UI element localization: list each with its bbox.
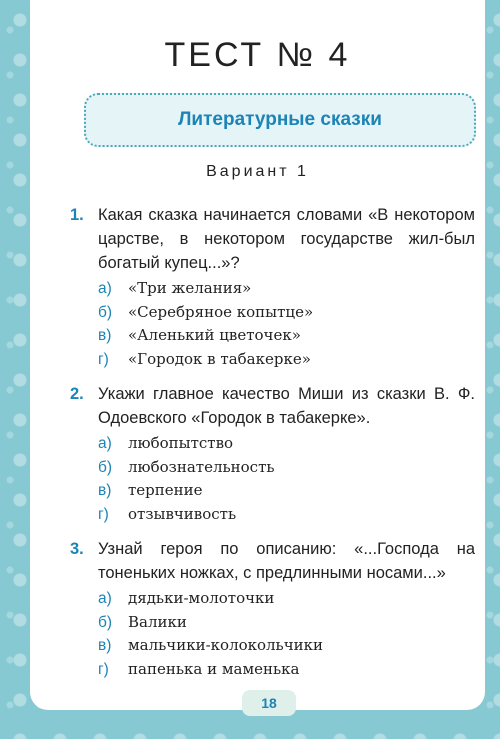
question-3 [70, 537, 475, 681]
option-letter: а) [98, 435, 112, 452]
option-text: «Аленький цветочек» [128, 326, 301, 344]
option-letter: г) [98, 660, 109, 678]
answer-option[interactable] [98, 324, 475, 348]
option-letter: г) [98, 505, 109, 523]
option-text: отзывчивость [128, 504, 237, 523]
topic-title: Литературные сказки [178, 109, 382, 130]
option-letter: в) [98, 327, 112, 344]
option-text: Валики [128, 612, 187, 631]
answer-options [98, 432, 475, 526]
page-number: 18 [242, 690, 296, 716]
question-text: Узнай героя по описанию: «...Господа на тоненьких ножках, с предлинными носами...» [98, 540, 475, 582]
answer-option[interactable] [98, 587, 475, 611]
page-title: ТЕСТ № 4 [164, 36, 351, 74]
answer-options [98, 587, 475, 681]
answer-option[interactable] [98, 658, 475, 682]
option-text: любопытство [128, 434, 234, 452]
option-letter: а) [98, 280, 112, 297]
option-letter: в) [98, 482, 112, 499]
answer-option[interactable] [98, 634, 475, 658]
question-2 [70, 382, 475, 526]
answer-options [98, 277, 475, 371]
question-number: 3. [70, 540, 84, 558]
question-text: Укажи главное качество Миши из сказки В. Ф. Одоевского «Городок в табакерке». [98, 385, 475, 427]
question-number: 1. [70, 206, 84, 224]
question-number: 2. [70, 385, 84, 403]
topic-box [84, 93, 476, 147]
option-text: «Три желания» [128, 279, 252, 297]
option-letter: б) [98, 303, 113, 321]
question-text: Какая сказка начинается словами «В некотором царстве, в некотором государстве жил-был богатый купец...»? [98, 206, 475, 272]
answer-option[interactable] [98, 348, 475, 372]
answer-option[interactable] [98, 277, 475, 301]
option-text: терпение [128, 481, 203, 499]
answer-option[interactable] [98, 611, 475, 635]
option-text: «Городок в табакерке» [128, 349, 311, 368]
option-letter: а) [98, 590, 112, 607]
answer-option[interactable] [98, 479, 475, 503]
option-text: мальчики-колокольчики [128, 636, 324, 654]
variant-label: Вариант 1 [206, 163, 309, 180]
question-1 [70, 203, 475, 371]
option-text: дядьки-молоточки [128, 589, 275, 607]
page-sheet [30, 0, 485, 710]
answer-option[interactable] [98, 503, 475, 527]
option-text: «Серебряное копытце» [128, 302, 314, 321]
option-letter: в) [98, 637, 112, 654]
option-letter: б) [98, 613, 113, 631]
answer-option[interactable] [98, 301, 475, 325]
option-text: папенька и маменька [128, 659, 300, 678]
answer-option[interactable] [98, 456, 475, 480]
option-letter: г) [98, 350, 109, 368]
option-letter: б) [98, 458, 113, 476]
option-text: любознательность [128, 457, 275, 476]
answer-option[interactable] [98, 432, 475, 456]
